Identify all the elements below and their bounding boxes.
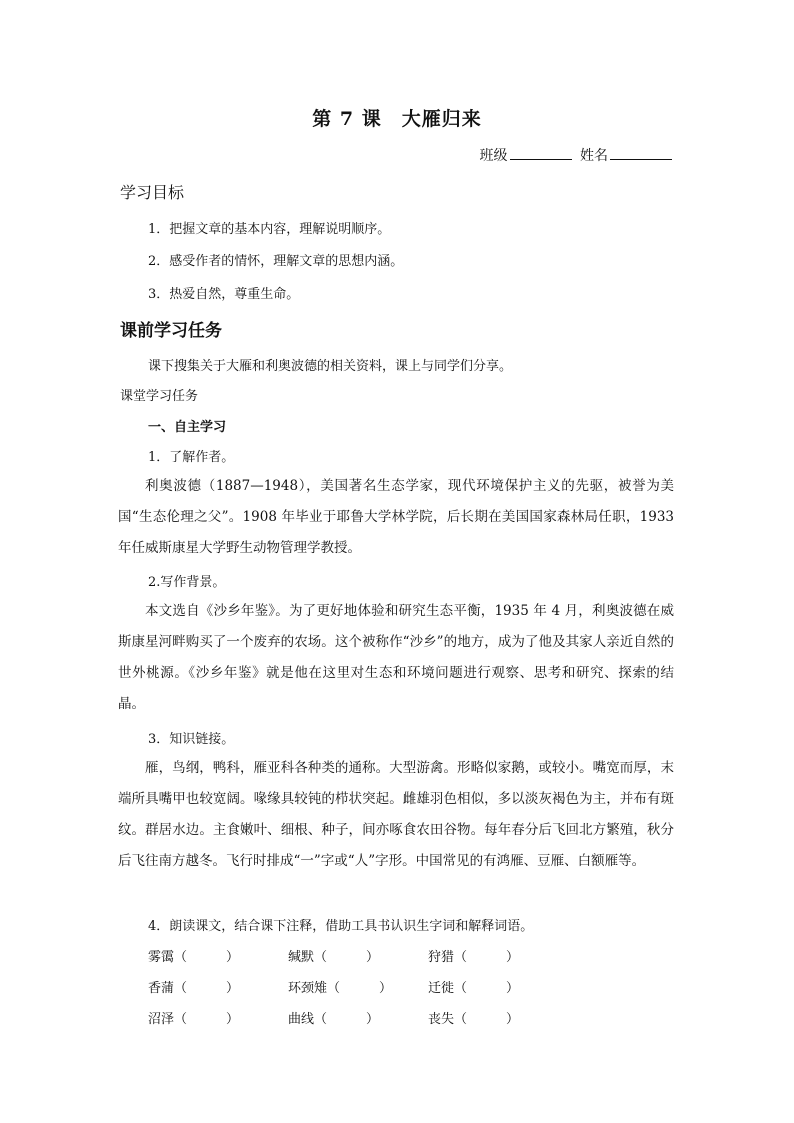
vocab-item: 曲线（ ） [288, 1012, 380, 1027]
knowledge-paragraph: 雁，鸟纲，鸭科，雁亚科各种类的通称。大型游禽。形略似家鹅，或较小。嘴宽而厚，末端所具嘴甲也较宽阔。喙缘具较钝的栉状突起。雌雄羽色相似，多以淡灰褐色为主，并布有斑纹。群居水边。主食嫩叶、细根、种子，间亦啄食农田谷物。每年春分后飞回北方繁殖，秋分后飞往南方越冬。飞行时排成“一”字或“人”字形。中国常见的有鸿雁、豆雁、白额雁等。 [118, 760, 674, 869]
vocab-item: 香蒲（ ） [148, 981, 240, 996]
vocab-item: 沼泽（ ） [148, 1012, 240, 1027]
preclass-heading: 课前学习任务 [120, 321, 222, 341]
section-heading: 一、自主学习 [148, 420, 227, 435]
vocab-item: 迁徙（ ） [428, 981, 520, 996]
class-label: 班级 [479, 148, 508, 164]
vocab-item: 缄默（ ） [288, 950, 380, 965]
name-blank [610, 146, 672, 160]
page-title: 第 7 课 大雁归来 [312, 108, 482, 130]
class-blank [510, 146, 572, 160]
item-title: 3．知识链接。 [148, 732, 235, 747]
item-title: 1．了解作者。 [148, 450, 235, 465]
vocab-item: 环颈雉（ ） [288, 981, 393, 996]
objectives-heading: 学习目标 [120, 183, 185, 202]
vocab-item: 狩猎（ ） [428, 950, 520, 965]
objective-item: 1．把握文章的基本内容，理解说明顺序。 [148, 222, 391, 237]
vocab-item: 雾霭（ ） [148, 950, 240, 965]
student-info-line [480, 145, 676, 165]
objective-item: 2．感受作者的情怀，理解文章的思想内涵。 [148, 254, 404, 269]
objective-item: 3．热爱自然，尊重生命。 [148, 287, 300, 302]
preclass-text: 课下搜集关于大雁和利奥波德的相关资料，课上与同学们分享。 [148, 359, 513, 374]
inclass-heading: 课堂学习任务 [120, 389, 199, 404]
name-label: 姓名 [580, 148, 608, 164]
item-title: 2.写作背景。 [148, 575, 226, 590]
vocab-item: 丧失（ ） [428, 1012, 520, 1027]
author-paragraph: 利奥波德（1887—1948），美国著名生态学家，现代环境保护主义的先驱，被誉为美国“生态伦理之父”。1908 年毕业于耶鲁大学林学院，后长期在美国国家森林局任职，1933 年任威斯康星大学野生动物管理学教授。 [118, 478, 674, 556]
item-title: 4．朗读课文，结合课下注释，借助工具书认识生字词和解释词语。 [148, 919, 534, 934]
background-paragraph: 本文选自《沙乡年鉴》。为了更好地体验和研究生态平衡，1935 年 4 月，利奥波德在威斯康星河畔购买了一个废弃的农场。这个被称作“沙乡”的地方，成为了他及其家人亲近自然的世外桃源。《沙乡年鉴》就是他在这里对生态和环境问题进行观察、思考和研究、探索的结晶。 [118, 603, 674, 712]
